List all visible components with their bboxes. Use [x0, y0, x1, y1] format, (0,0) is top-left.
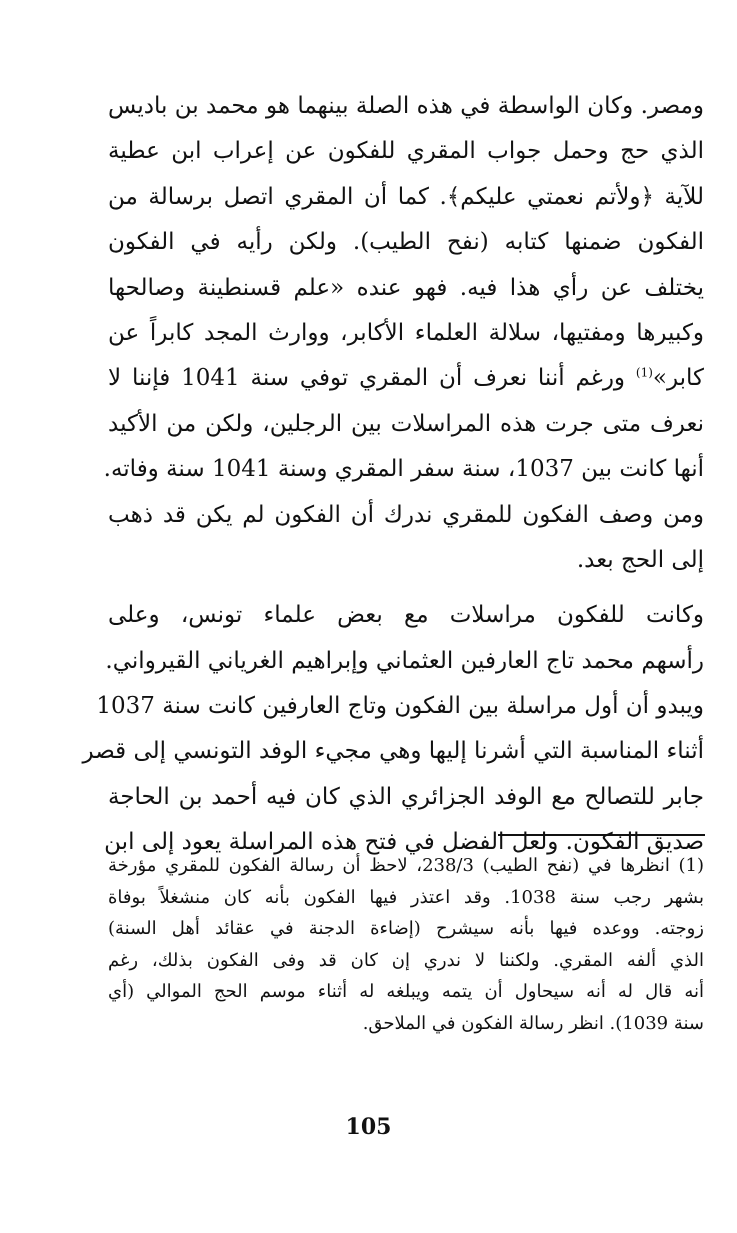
text-line: إلى الحج بعد.: [576, 546, 704, 573]
footnote-line: زوجته. ووعده فيها بأنه سيشرح (إضاءة الدجنة في عقائد أهل السنة): [108, 918, 704, 940]
text-line-with-footnote-ref: [108, 356, 704, 401]
text-line: الفكون ضمنها كتابه (نفح الطيب). ولكن رأيه في الفكون: [108, 229, 704, 256]
text-line: وكبيرها ومفتيها، سلالة العلماء الأكابر، ووارث المجد كابراً عن: [108, 319, 704, 346]
text-line: ومصر. وكان الواسطة في هذه الصلة بينهما هو محمد بن باديس: [108, 93, 704, 119]
paragraph-gap: [108, 583, 704, 593]
footnote-line: (1) انظرها في (نفح الطيب) 238/3، لاحظ أن رسالة الفكون للمقري مؤرخة: [108, 855, 704, 876]
text-line: نعرف متى جرت هذه المراسلات بين الرجلين، ولكن من الأكيد: [108, 410, 704, 437]
footnote-separator: [498, 834, 705, 836]
footnote: [108, 850, 704, 1040]
text-line: الذي حج وحمل جواب المقري للفكون عن إعراب ابن عطية: [108, 138, 704, 165]
text-line: صديق الفكون. ولعل الفضل في فتح هذه المراسلة يعود إلى ابن: [104, 829, 704, 856]
footnote-line: أنه قال له أنه سيحاول أن يتمه ويبلغه له أثناء موسم الحج الموالي (أي: [108, 981, 704, 1003]
footnote-line: الذي ألفه المقري. ولكننا لا ندري إن كان قد وفى الفكون بذلك، رغم: [108, 949, 704, 971]
text-line: ومن وصف الفكون للمقري ندرك أن الفكون لم يكن قد ذهب: [108, 501, 704, 528]
text-line: للآية ﴿ولأتم نعمتي عليكم﴾. كما أن المقري اتصل برسالة من: [108, 183, 704, 210]
text-line: ويبدو أن أول مراسلة بين الفكون وتاج العارفين كانت سنة 1037: [96, 693, 704, 720]
footnote-marker: (1): [635, 365, 653, 380]
main-text: [82, 84, 705, 866]
text-segment: ورغم أننا نعرف أن المقري توفي سنة 1041 فإننا لا: [108, 365, 636, 392]
page-number: 105: [345, 1114, 392, 1140]
footnote-line: سنة 1039). انظر رسالة الفكون في الملاحق.: [362, 1012, 704, 1034]
text-line: أثناء المناسبة التي أشرنا إليها وهي مجيء الوفد التونسي إلى قصر: [82, 738, 704, 765]
footnote-line: بشهر رجب سنة 1038. وقد اعتذر فيها الفكون بأنه كان منشغلاً بوفاة: [108, 886, 704, 908]
text-line: وكانت للفكون مراسلات مع بعض علماء تونس، وعلى: [108, 602, 704, 629]
text-line: جابر للتصالح مع الوفد الجزائري الذي كان فيه أحمد بن الحاجة: [108, 783, 704, 810]
text-line: أنها كانت بين 1037، سنة سفر المقري وسنة 1041 سنة وفاته.: [103, 456, 704, 483]
text-line: رأسهم محمد تاج العارفين العثماني وإبراهيم الغرياني القيرواني.: [105, 647, 704, 674]
text-line: يختلف عن رأي هذا فيه. فهو عنده «علم قسنطينة وصالحها: [108, 274, 704, 301]
text-segment: كابر»: [652, 365, 705, 392]
